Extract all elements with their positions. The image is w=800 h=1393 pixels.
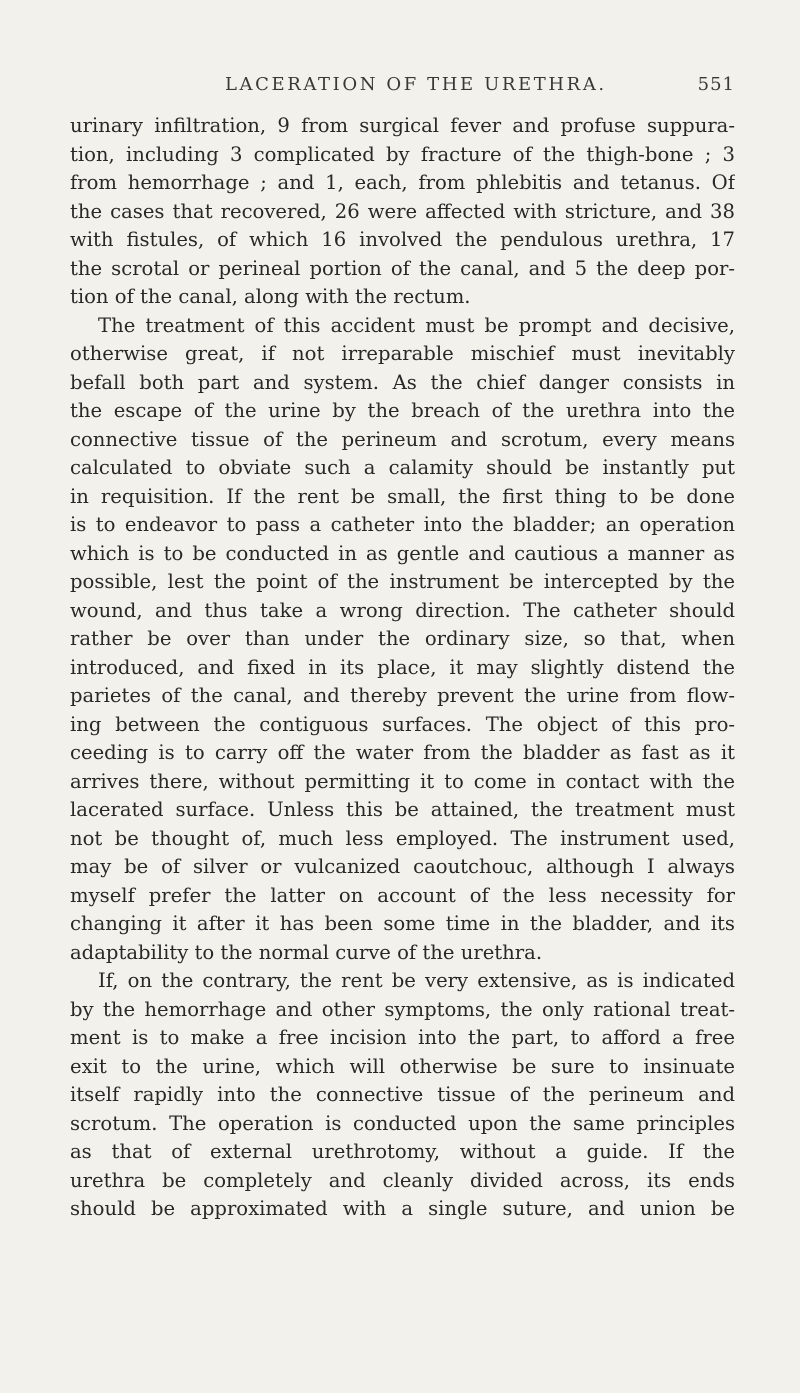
text-line: not be thought of, much less employed. The instrument used, [70,826,735,850]
text-line: is to endeavor to pass a catheter into the bladder; an operation [70,513,735,536]
text-line: parietes of the canal, and thereby prevent the urine from flow- [70,684,735,707]
text-line: befall both part and system. As the chief danger consists in [70,370,735,394]
text-line: by the hemorrhage and other symptoms, the only rational treat- [70,997,735,1021]
text-line: arrives there, without permitting it to come in contact with the [70,769,735,793]
text-line: in requisition. If the rent be small, the first thing to be done [70,484,735,508]
text-line: ing between the contiguous surfaces. The object of this pro- [70,712,735,736]
text-line: urethra be completely and cleanly divided across, its ends [70,1168,735,1192]
text-line: calculated to obviate such a calamity should be instantly put [70,456,735,479]
text-line: rather be over than under the ordinary size, so that, when [70,627,735,650]
text-line: the escape of the urine by the breach of the urethra into the [70,399,735,422]
text-line: adaptability to the normal curve of the urethra. [70,940,543,964]
text-line: from hemorrhage ; and 1, each, from phlebitis and tetanus. Of [70,171,735,194]
text-line: scrotum. The operation is conducted upon the same principles [70,1111,735,1135]
text-line: tion of the canal, along with the rectum. [70,285,471,308]
running-head [70,74,735,104]
text-line: should be approximated with a single suture, and union be [70,1197,735,1220]
text-line: connective tissue of the perineum and scrotum, every means [70,427,735,451]
text-line: otherwise great, if not irreparable mischief must inevitably [70,342,735,365]
body-text [70,112,735,1224]
text-line: The treatment of this accident must be prompt and decisive, [98,313,735,337]
running-head-title: LACERATION OF THE URETHRA. [225,74,607,95]
text-line: ceeding is to carry off the water from the bladder as fast as it [70,741,735,764]
text-line: myself prefer the latter on account of the less necessity for [70,883,735,907]
text-line: which is to be conducted in as gentle and cautious a manner as [70,541,735,565]
text-line: lacerated surface. Unless this be attained, the treatment must [70,798,735,821]
text-line: the scrotal or perineal portion of the canal, and 5 the deep por- [70,256,735,280]
text-line: ment is to make a free incision into the part, to afford a free [70,1026,735,1049]
text-line: itself rapidly into the connective tissue of the perineum and [70,1083,735,1106]
text-line: introduced, and fixed in its place, it may slightly distend the [70,655,735,679]
text-line: wound, and thus take a wrong direction. The catheter should [70,598,735,622]
text-line: possible, lest the point of the instrument be intercepted by the [70,570,735,593]
text-line: as that of external urethrotomy, without a guide. If the [70,1140,735,1163]
text-line: with fistules, of which 16 involved the pendulous urethra, 17 [70,228,735,251]
text-line: tion, including 3 complicated by fracture of the thigh-bone ; 3 [70,142,735,166]
text-line: If, on the contrary, the rent be very extensive, as is indicated [98,969,735,992]
text-line: exit to the urine, which will otherwise be sure to insinuate [70,1054,735,1078]
text-line: changing it after it has been some time in the bladder, and its [70,912,735,935]
text-line: the cases that recovered, 26 were affected with stricture, and 38 [70,199,735,223]
text-line: may be of silver or vulcanized caoutchouc, although I always [70,855,735,878]
page-number: 551 [697,74,735,95]
text-line: urinary infiltration, 9 from surgical fever and profuse suppura- [70,114,735,137]
